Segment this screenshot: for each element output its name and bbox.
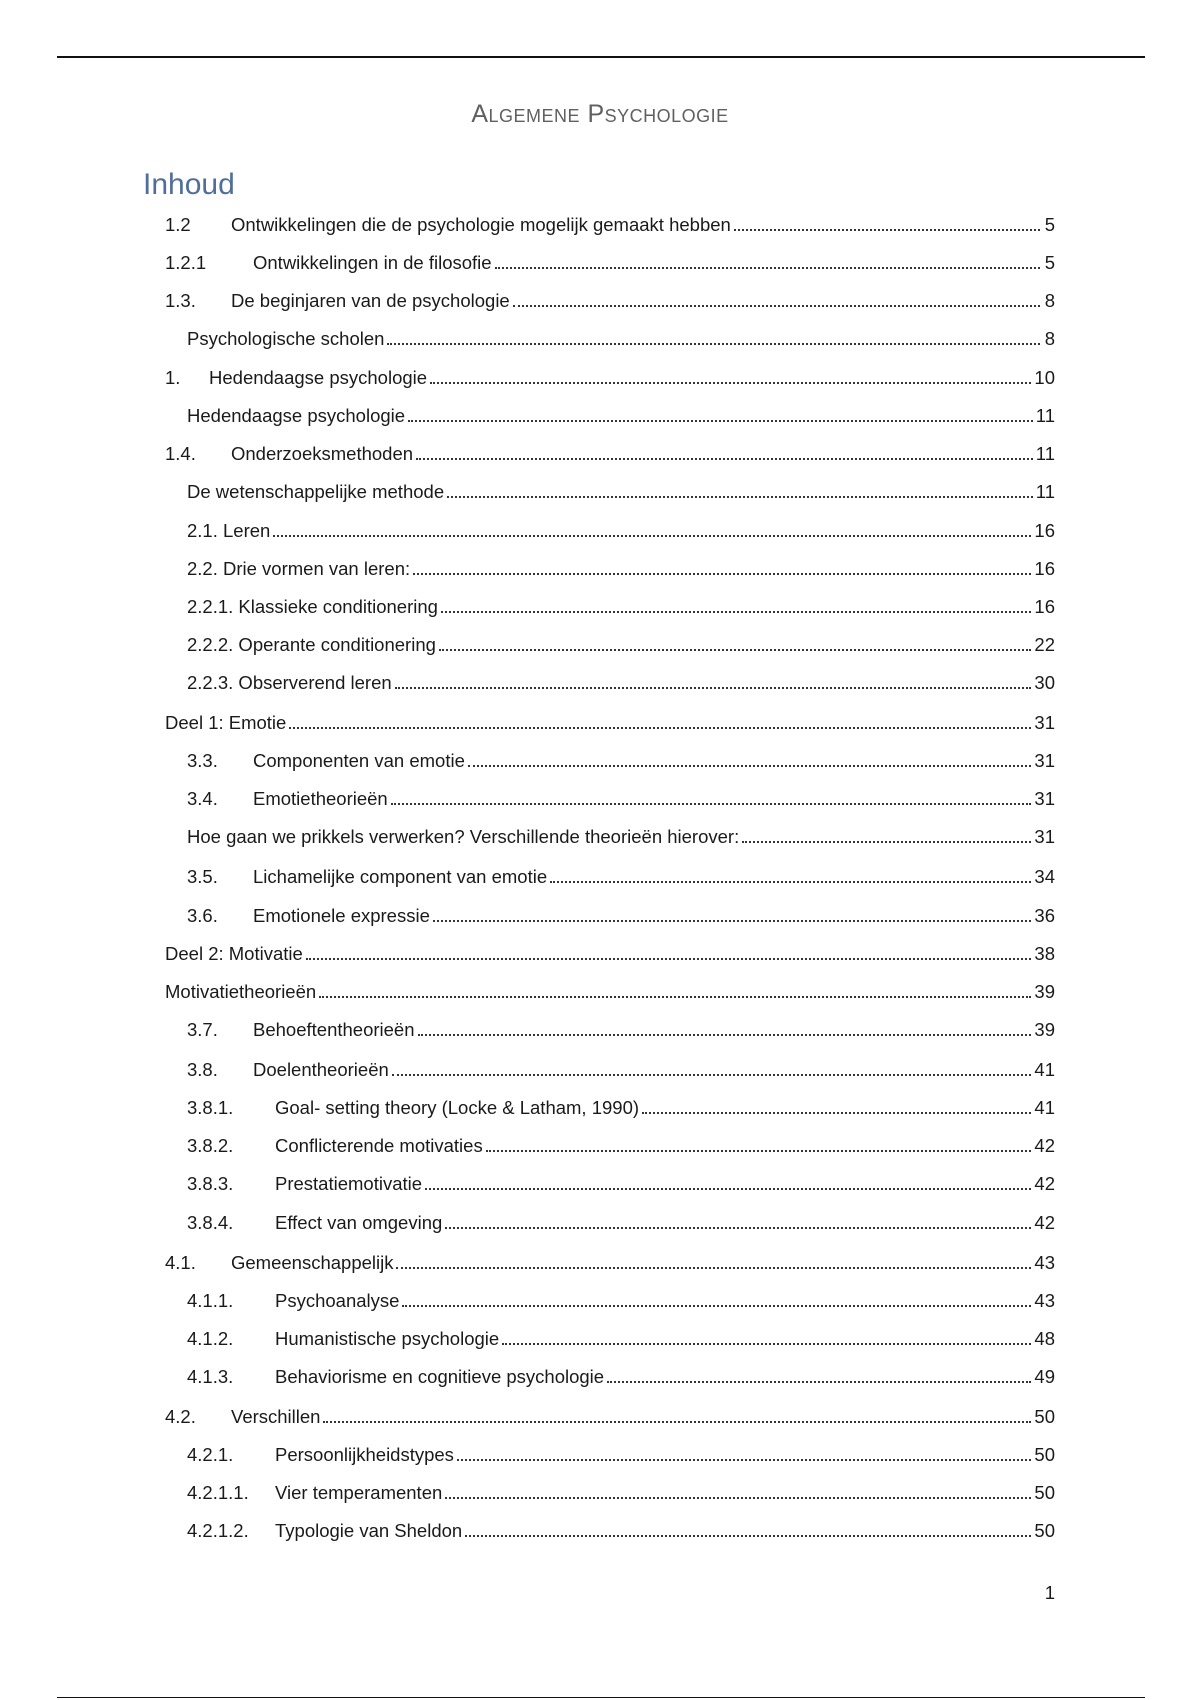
toc-entry-title: 2.2.1. Klassieke conditionering	[187, 596, 438, 617]
toc-leader	[439, 649, 1032, 651]
toc-leader	[323, 1421, 1031, 1423]
page-number: 1	[1044, 1582, 1055, 1603]
toc-entry[interactable]	[165, 1243, 1055, 1275]
toc-leader	[486, 1150, 1032, 1152]
toc-entry-title: Gemeenschappelijk	[231, 1252, 394, 1273]
toc-entry-title: Psychologische scholen	[187, 328, 385, 349]
toc-entry-title: Behoeftentheorieën	[253, 1019, 415, 1040]
toc-entry-page: 34	[1034, 866, 1055, 887]
toc-heading: Inhoud	[143, 168, 235, 201]
toc-entry-page: 31	[1034, 826, 1055, 847]
toc-entry-title: 2.2. Drie vormen van leren:	[187, 558, 411, 579]
toc-entry-page: 31	[1034, 788, 1055, 809]
toc-entry-number: 3.4.	[187, 788, 218, 809]
toc-entry-page: 38	[1034, 943, 1055, 964]
toc-entry-title: Vier temperamenten	[275, 1482, 443, 1503]
toc-entry-page: 39	[1034, 1019, 1055, 1040]
toc-leader	[447, 496, 1033, 498]
toc-entry-title: Prestatiemotivatie	[275, 1173, 423, 1194]
toc-entry-title: Onderzoeksmethoden	[231, 443, 414, 464]
toc-entry-number: 3.8.2.	[187, 1135, 234, 1156]
toc-entry[interactable]	[165, 281, 1055, 313]
toc-entry-page: 48	[1034, 1328, 1055, 1349]
toc-entry-number: 1.2.1	[165, 252, 207, 273]
toc-entry-page: 10	[1034, 367, 1055, 388]
toc-leader	[392, 1074, 1032, 1076]
toc-entry-title: Hedendaagse psychologie	[209, 367, 428, 388]
toc-entry-page: 50	[1034, 1520, 1055, 1541]
toc-entry[interactable]	[187, 1010, 1055, 1042]
toc-entry-page: 49	[1034, 1366, 1055, 1387]
toc-entry-title: Ontwikkelingen die de psychologie mogelijk gemaakt hebben	[231, 214, 731, 235]
toc-leader	[425, 1188, 1031, 1190]
toc-leader	[550, 881, 1031, 883]
toc-entry-number: 4.1.1.	[187, 1290, 234, 1311]
toc-entry-title: Deel 2: Motivatie	[165, 943, 303, 964]
toc-entry-page: 5	[1044, 214, 1055, 235]
toc-leader	[402, 1305, 1031, 1307]
toc-entry-title: Typologie van Sheldon	[275, 1520, 463, 1541]
toc-leader	[468, 765, 1032, 767]
toc-entry-title: Deel 1: Emotie	[165, 712, 287, 733]
toc-entry[interactable]	[187, 587, 1055, 619]
toc-entry[interactable]	[165, 1397, 1055, 1429]
toc-entry-title: Humanistische psychologie	[275, 1328, 500, 1349]
toc-entry-title: Persoonlijkheidstypes	[275, 1444, 454, 1465]
toc-entry[interactable]	[187, 319, 1055, 351]
toc-entry-page: 16	[1034, 596, 1055, 617]
toc-entry-number: 3.7.	[187, 1019, 218, 1040]
toc-entry[interactable]	[187, 1126, 1055, 1158]
toc-entry-page: 11	[1035, 443, 1055, 464]
toc-entry[interactable]	[165, 972, 1055, 1004]
toc-entry-page: 39	[1034, 981, 1055, 1002]
toc-leader	[457, 1459, 1031, 1461]
toc-leader	[445, 1497, 1031, 1499]
toc-entry-title: De wetenschappelijke methode	[187, 481, 445, 502]
toc-entry[interactable]	[187, 396, 1055, 428]
toc-entry[interactable]	[187, 741, 1055, 773]
toc-entry-title: Hedendaagse psychologie	[187, 405, 406, 426]
toc-entry-number: 3.8.	[187, 1059, 218, 1080]
toc-entry[interactable]	[187, 1164, 1055, 1196]
toc-entry[interactable]	[187, 625, 1055, 657]
toc-entry-page: 8	[1044, 328, 1055, 349]
toc-entry-title: Verschillen	[231, 1406, 321, 1427]
toc-leader	[396, 1267, 1031, 1269]
toc-leader	[391, 803, 1032, 805]
toc-entry-title: Lichamelijke component van emotie	[253, 866, 548, 887]
toc-entry[interactable]	[187, 1281, 1055, 1313]
toc-entry[interactable]	[165, 205, 1055, 237]
toc-entry-title: Doelentheorieën	[253, 1059, 389, 1080]
toc-entry-page: 50	[1034, 1444, 1055, 1465]
toc-entry-title: Psychoanalyse	[275, 1290, 400, 1311]
toc-leader	[441, 611, 1031, 613]
toc-entry[interactable]	[187, 1435, 1055, 1467]
toc-leader	[642, 1112, 1031, 1114]
toc-leader	[742, 841, 1031, 843]
toc-entry-page: 41	[1034, 1059, 1055, 1080]
toc-entry[interactable]	[187, 1319, 1055, 1351]
toc-entry-number: 1.3.	[165, 290, 196, 311]
toc-entry[interactable]	[187, 663, 1055, 695]
toc-leader	[502, 1343, 1031, 1345]
toc-entry-number: 4.2.1.	[187, 1444, 234, 1465]
toc-entry-page: 36	[1034, 905, 1055, 926]
toc-entry-title: Hoe gaan we prikkels verwerken? Verschillende theorieën hierover:	[187, 826, 740, 847]
toc-entry-title: Emotietheorieën	[253, 788, 388, 809]
toc-entry-page: 22	[1034, 634, 1055, 655]
toc-leader	[513, 305, 1040, 307]
toc-entry-title: Componenten van emotie	[253, 750, 465, 771]
toc-leader	[418, 1034, 1032, 1036]
toc-entry-page: 5	[1044, 252, 1055, 273]
toc-entry-page: 42	[1034, 1212, 1055, 1233]
toc-leader	[465, 1535, 1031, 1537]
toc-entry-page: 11	[1035, 481, 1055, 502]
toc-entry-number: 3.8.1.	[187, 1097, 234, 1118]
toc-leader	[607, 1381, 1031, 1383]
toc-entry[interactable]	[165, 934, 1055, 966]
toc-leader	[416, 458, 1033, 460]
toc-entry-page: 31	[1034, 750, 1055, 771]
toc-entry-page: 41	[1034, 1097, 1055, 1118]
toc-leader	[433, 920, 1032, 922]
toc-entry[interactable]	[165, 358, 1055, 390]
toc-entry-number: 1.4.	[165, 443, 196, 464]
toc-entry-title: Conflicterende motivaties	[275, 1135, 483, 1156]
toc-entry[interactable]	[187, 1473, 1055, 1505]
toc-entry[interactable]	[187, 1050, 1055, 1082]
toc-entry[interactable]	[187, 1088, 1055, 1120]
toc-entry-number: 1.	[165, 367, 181, 388]
toc-entry-title: Motivatietheorieën	[165, 981, 317, 1002]
toc-entry-number: 4.2.1.2.	[187, 1520, 249, 1541]
toc-entry[interactable]	[187, 511, 1055, 543]
toc-entry-title: Behaviorisme en cognitieve psychologie	[275, 1366, 605, 1387]
toc-entry[interactable]	[165, 703, 1055, 735]
toc-leader	[734, 229, 1040, 231]
toc-entry-title: Goal- setting theory (Locke & Latham, 1990)	[275, 1097, 640, 1118]
toc-entry-page: 11	[1035, 405, 1055, 426]
toc-entry-title: Effect van omgeving	[275, 1212, 443, 1233]
toc-entry-number: 1.2	[165, 214, 191, 235]
toc-entry[interactable]	[187, 549, 1055, 581]
toc-leader	[408, 420, 1033, 422]
toc-leader	[306, 958, 1032, 960]
toc-entry[interactable]	[187, 1203, 1055, 1235]
toc-entry-page: 43	[1034, 1290, 1055, 1311]
toc-entry[interactable]	[187, 1511, 1055, 1543]
toc-leader	[273, 535, 1031, 537]
toc-entry[interactable]	[165, 243, 1055, 275]
toc-entry-page: 50	[1034, 1406, 1055, 1427]
toc-entry-number: 4.1.	[165, 1252, 196, 1273]
toc-entry-number: 4.1.3.	[187, 1366, 234, 1387]
toc-leader	[289, 727, 1031, 729]
toc-leader	[319, 996, 1031, 998]
toc-entry-page: 16	[1034, 558, 1055, 579]
toc-entry-title: 2.2.2. Operante conditionering	[187, 634, 436, 655]
toc-entry-title: Ontwikkelingen in de filosofie	[253, 252, 492, 273]
footer-rule	[57, 1697, 1145, 1698]
toc-entry[interactable]	[187, 1357, 1055, 1389]
toc-entry[interactable]	[187, 472, 1055, 504]
toc-entry-title: 2.2.3. Observerend leren	[187, 672, 392, 693]
toc-leader	[395, 687, 1032, 689]
toc-entry-page: 43	[1034, 1252, 1055, 1273]
toc-leader	[387, 343, 1040, 345]
toc-entry-title: De beginjaren van de psychologie	[231, 290, 510, 311]
toc-entry-page: 31	[1034, 712, 1055, 733]
toc-entry-page: 8	[1044, 290, 1055, 311]
toc-entry-number: 3.8.4.	[187, 1212, 234, 1233]
document-title: Algemene Psychologie	[471, 100, 729, 128]
toc-leader	[495, 267, 1040, 269]
toc-entry-page: 50	[1034, 1482, 1055, 1503]
toc-entry-page: 16	[1034, 520, 1055, 541]
toc-entry[interactable]	[187, 896, 1055, 928]
toc-entry[interactable]	[187, 817, 1055, 849]
toc-entry-number: 4.1.2.	[187, 1328, 234, 1349]
toc-entry-page: 42	[1034, 1135, 1055, 1156]
toc-leader	[430, 382, 1031, 384]
toc-entry-number: 3.6.	[187, 905, 218, 926]
toc-entry-number: 3.3.	[187, 750, 218, 771]
toc-entry-page: 42	[1034, 1173, 1055, 1194]
toc-leader	[445, 1227, 1031, 1229]
toc-entry-title: 2.1. Leren	[187, 520, 271, 541]
toc-entry[interactable]	[187, 857, 1055, 889]
toc-entry[interactable]	[165, 434, 1055, 466]
toc-leader	[413, 573, 1031, 575]
toc-entry-title: Emotionele expressie	[253, 905, 430, 926]
toc-entry-number: 3.5.	[187, 866, 218, 887]
toc-entry-page: 30	[1034, 672, 1055, 693]
toc-entry[interactable]	[187, 779, 1055, 811]
header-rule	[57, 56, 1145, 58]
toc-entry-number: 4.2.	[165, 1406, 196, 1427]
toc-entry-number: 4.2.1.1.	[187, 1482, 249, 1503]
toc-entry-number: 3.8.3.	[187, 1173, 234, 1194]
